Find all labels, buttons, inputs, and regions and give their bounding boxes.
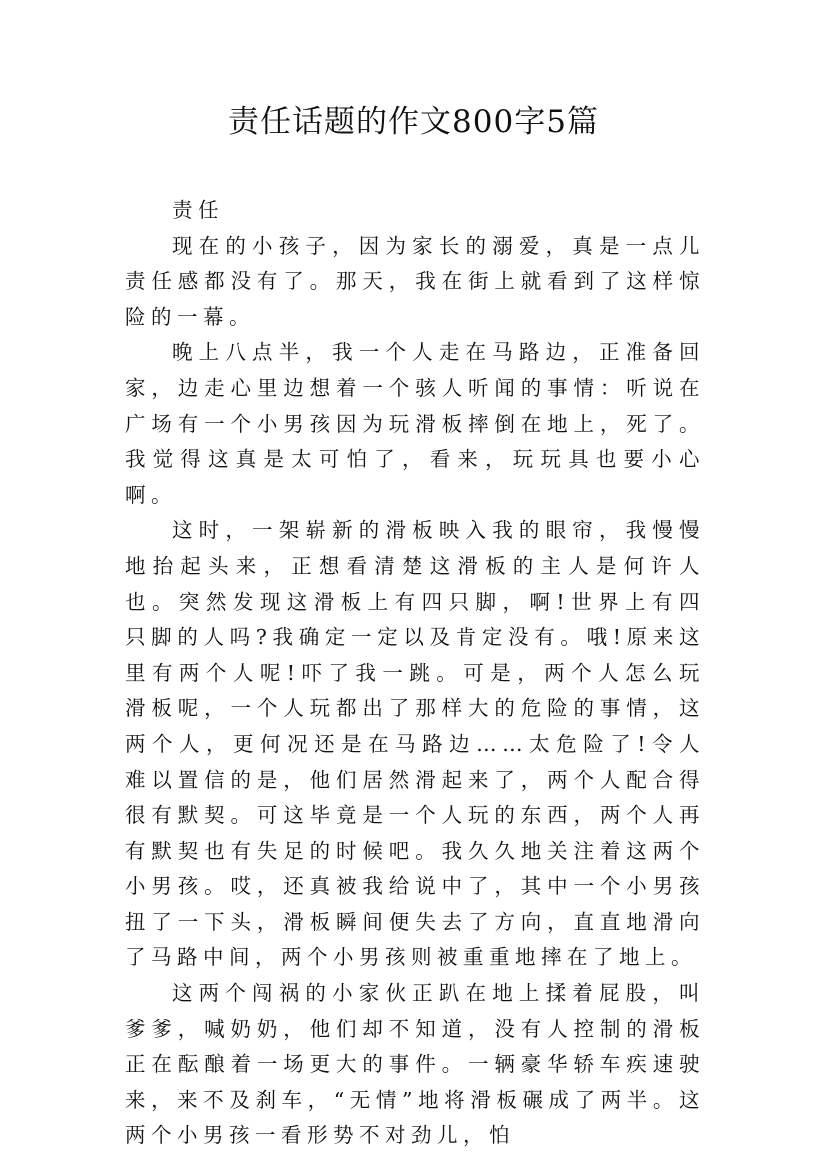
paragraph: 现在的小孩子，因为家长的溺爱，真是一点儿责任感都没有了。那天，我在街上就看到了这样惊险的一幕。 xyxy=(125,233,705,329)
paragraph: 这两个闯祸的小家伙正趴在地上揉着屁股，叫爹爹，喊奶奶，他们却不知道，没有人控制的滑板正在酝酿着一场更大的事件。一辆豪华轿车疾速驶来，来不及刹车，“无情”地将滑板碾成了两半。这两个小男孩一看形势不对劲儿，怕 xyxy=(125,981,705,1148)
document-body xyxy=(125,193,705,1154)
paragraph: 这时，一架崭新的滑板映入我的眼帘，我慢慢地抬起头来，正想看清楚这滑板的主人是何许人也。突然发现这滑板上有四只脚，啊!世界上有四只脚的人吗?我确定一定以及肯定没有。哦!原来这里有两个人呢!吓了我一跳。可是，两个人怎么玩滑板呢，一个人玩都出了那样大的危险的事情，这两个人，更何况还是在马路边……太危险了!令人难以置信的是，他们居然滑起来了，两个人配合得很有默契。可这毕竟是一个人玩的东西，两个人再有默契也有失足的时候吧。我久久地关注着这两个小男孩。哎，还真被我给说中了，其中一个小男孩扭了一下头，滑板瞬间便失去了方向，直直地滑向了马路中间，两个小男孩则被重重地摔在了地上。 xyxy=(125,518,705,970)
paragraph: 晚上八点半，我一个人走在马路边，正准备回家，边走心里边想着一个骇人听闻的事情：听说在广场有一个小男孩因为玩滑板摔倒在地上，死了。我觉得这真是太可怕了，看来，玩玩具也要小心啊。 xyxy=(125,340,705,507)
document-title: 责任话题的作文800字5篇 xyxy=(228,104,599,140)
essay-subtitle: 责任 xyxy=(172,198,224,222)
